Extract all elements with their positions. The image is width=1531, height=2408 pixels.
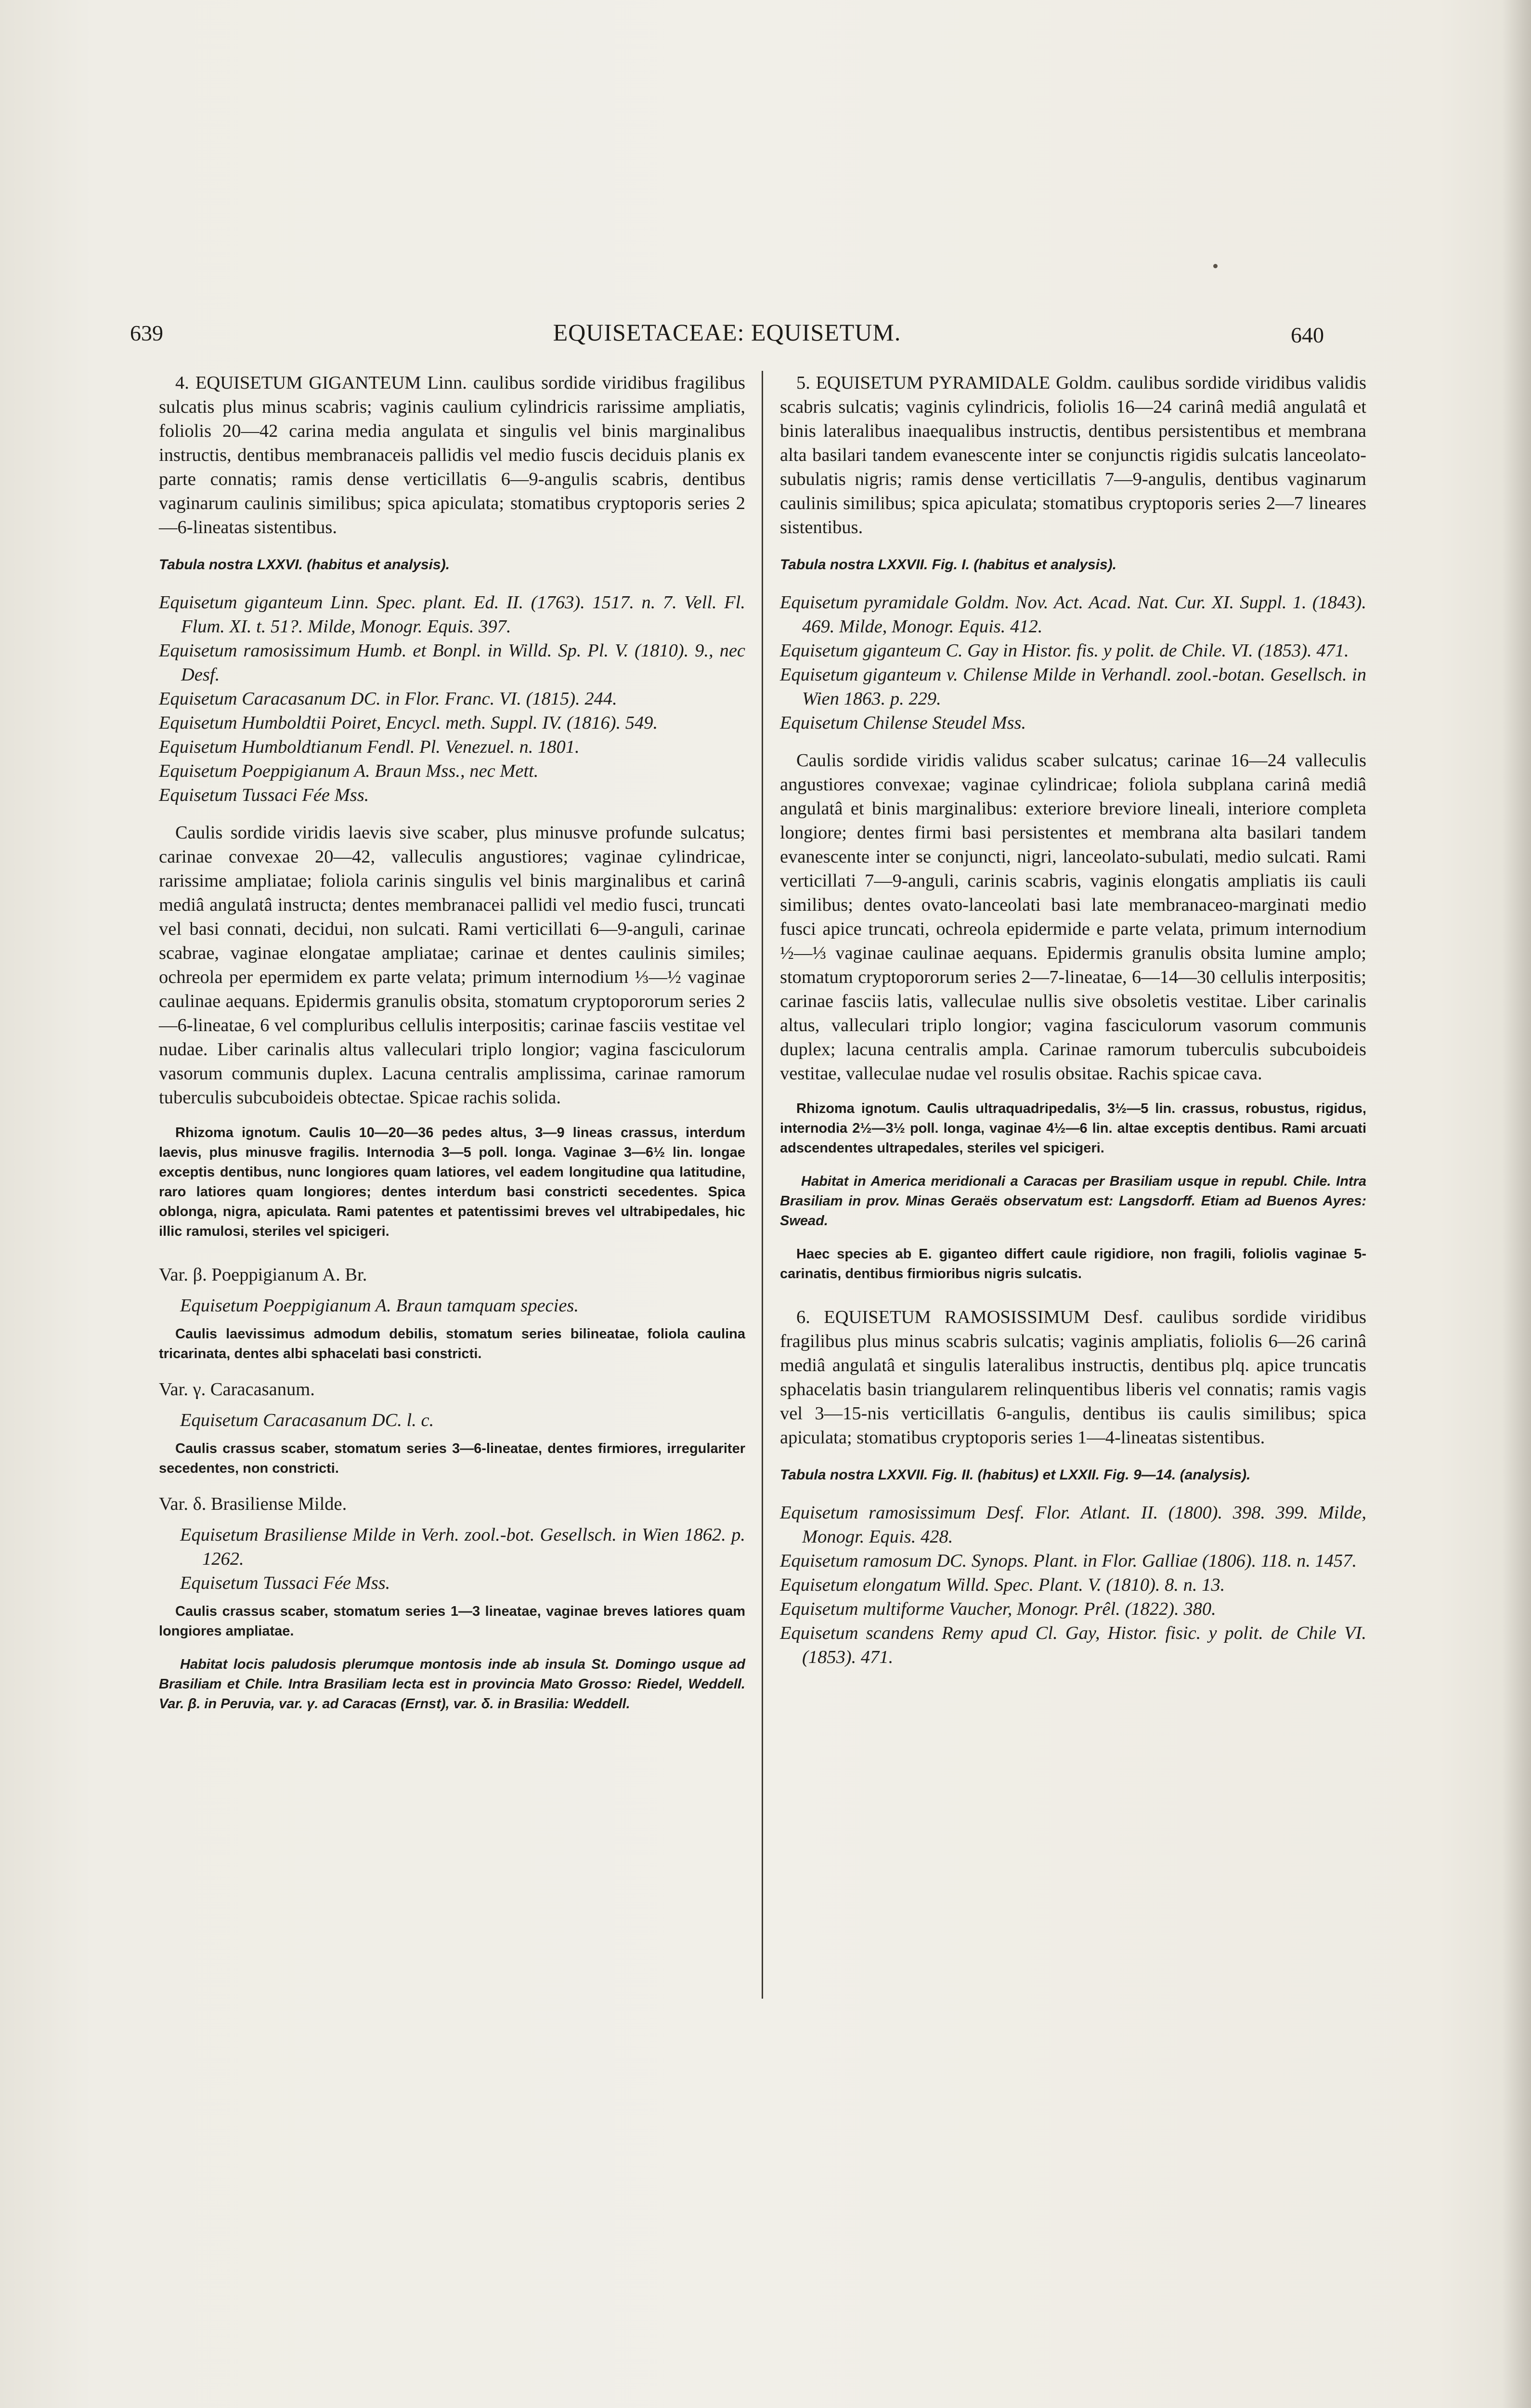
species-4-synonyms <box>159 590 745 807</box>
synonym: Equisetum Chilense Steudel Mss. <box>780 713 1026 733</box>
synonym: Equisetum giganteum Linn. Spec. plant. Ed. II. (1763). 1517. n. 7. Vell. Fl. Flum. XI. t. 51?. Milde, Monogr. Equis. 397. <box>159 592 745 637</box>
species-5-synonyms <box>780 590 1366 735</box>
column-divider <box>762 371 763 1999</box>
synonym: Equisetum Tussaci Fée Mss. <box>159 785 369 805</box>
species-4-description: Caulis sordide viridis laevis sive scaber, plus minusve profunde sulcatus; carinae convexae 20—42, valleculis angustiores; vaginae cylindricae, rarissime ampliatae; foliola carinis singulis vel binis marginalibus et carinâ mediâ angulatâ instructa; dentes membranacei pallidi vel medio fusci, truncati vel basi connati, decidui, non sulcati. Rami verticillati 6—9-anguli, carinae scabrae, vaginae elongatae ampliatae; carinae et dentes caulinis similes; ochreola per epermidem ex parte velata; primum internodium ⅓—½ vaginae caulinae aequans. Epidermis granulis obsita, stomatum cryptopororum series 2—6-lineatae, 6 vel compluribus cellulis interpositis; carinae fasciis vestitae vel nudae. Liber carinalis altus valleculari triplo longior; vagina fasciculorum vasorum communis duplex. Lacuna centralis amplissima, carinae ramorum tuberculis subcuboideis obtectae. Spicae rachis solida. <box>159 823 745 1108</box>
synonym: Equisetum Humboldtii Poiret, Encycl. meth. Suppl. IV. (1816). 549. <box>159 713 658 733</box>
page-edge-shadow <box>1502 0 1531 2408</box>
species-4-notes: Rhizoma ignotum. Caulis 10—20—36 pedes altus, 3—9 lineas crassus, interdum laevis, plus minusve fragilis. Internodia 3—5 poll. longa. Vaginae 3—6½ lin. longae exceptis dentibus, nunc longiores quam latiores, vel eadem longitudine qua latitudine, raro latiores quam longiores; dentes interdum basi constricti secedentes. Spica oblonga, nigra, apiculata. Rami patentes et patentissimi breves vel ultrabipedales, hic illic ramulosi, steriles vel spicigeri. <box>159 1125 745 1239</box>
species-5-notes: Rhizoma ignotum. Caulis ultraquadripedalis, 3½—5 lin. crassus, robustus, rigidus, internodia 2½—3½ poll. longa, vaginae 4½—6 lin. altae exceptis dentibus. Rami arcuati adscendentes ultrapedales, steriles vel spicigeri. <box>780 1101 1366 1156</box>
species-4-plate-reference: Tabula nostra LXXVI. (habitus et analysis). <box>159 557 450 573</box>
variety-delta-heading: Var. δ. Brasiliense Milde. <box>159 1494 347 1514</box>
variety-delta-synonym: Equisetum Brasiliense Milde in Verh. zool.-bot. Gesellsch. in Wien 1862. p. 1262. <box>180 1525 745 1569</box>
synonym: Equisetum Poeppigianum A. Braun Mss., nec Mett. <box>159 761 539 781</box>
variety-beta-notes: Caulis laevissimus admodum debilis, stomatum series bilineatae, foliola caulina tricarinata, dentes albi sphacelati basi constricti. <box>159 1326 745 1361</box>
page-number-left: 639 <box>130 321 163 345</box>
variety-gamma-notes: Caulis crassus scaber, stomatum series 3—6-lineatae, dentes firmiores, irregulariter secedentes, non constricti. <box>159 1441 745 1476</box>
species-5-diagnosis: 5. EQUISETUM PYRAMIDALE Goldm. caulibus sordide viridibus validis scabris sulcatis; vaginis cylindricis, foliolis 16—24 carinâ mediâ angulatâ et binis lateralibus inaequalibus instructis, dentibus persistentibus et membrana alta basilari tandem evanescente inter se conjunctis rigidis sulcatis lanceolato-subulatis nigris; ramis dense verticillatis 7—9-angulis, dentibus vaginarum caulinis similibus; spica apiculata; stomatibus cryptoporis series 2—7 lineares sistentibus. <box>780 373 1366 537</box>
page-number-right: 640 <box>1291 323 1324 347</box>
synonym: Equisetum Humboldtianum Fendl. Pl. Venezuel. n. 1801. <box>159 737 580 757</box>
synonym: Equisetum giganteum C. Gay in Histor. fis. y polit. de Chile. VI. (1853). 471. <box>780 641 1349 661</box>
right-column <box>780 371 1366 1669</box>
variety-gamma-heading: Var. γ. Caracasanum. <box>159 1379 315 1400</box>
variety-beta-heading: Var. β. Poeppigianum A. Br. <box>159 1265 367 1285</box>
species-4-diagnosis: 4. EQUISETUM GIGANTEUM Linn. caulibus sordide viridibus fragilibus sulcatis plus minus scabris; vaginis caulium cylindricis rarissime ampliatis, foliolis 20—42 carina media angulata et singulis vel binis marginalibus instructis, dentibus membranaceis pallidis vel medio fuscis deciduis planis ex parte connatis; ramis dense verticillatis 6—9-angulis scabris, dentibus vaginarum caulinis similibus; spica apiculata; stomatibus cryptoporis series 2—6-lineatas sistentibus. <box>159 373 745 537</box>
species-5-plate-reference: Tabula nostra LXXVII. Fig. I. (habitus et analysis). <box>780 557 1117 573</box>
synonym: Equisetum multiforme Vaucher, Monogr. Prêl. (1822). 380. <box>780 1599 1216 1619</box>
running-header <box>130 315 1324 354</box>
synonym: Equisetum ramosissimum Desf. Flor. Atlant. II. (1800). 398. 399. Milde, Monogr. Equis. 428. <box>780 1503 1366 1547</box>
variety-gamma-synonym: Equisetum Caracasanum DC. l. c. <box>180 1410 434 1430</box>
variety-delta-notes: Caulis crassus scaber, stomatum series 1—3 lineatae, vaginae breves latiores quam longiores ampliatae. <box>159 1604 745 1639</box>
synonym: Equisetum Caracasanum DC. in Flor. Franc. VI. (1815). 244. <box>159 689 617 709</box>
variety-beta-synonym: Equisetum Poeppigianum A. Braun tamquam species. <box>180 1296 579 1316</box>
species-6-synonyms <box>780 1501 1366 1669</box>
synonym: Equisetum ramosissimum Humb. et Bonpl. in Willd. Sp. Pl. V. (1810). 9., nec Desf. <box>159 641 745 685</box>
species-5-description: Caulis sordide viridis validus scaber sulcatus; carinae 16—24 valleculis angustiores convexae; vaginae cylindricae; foliola subplana carinâ mediâ angulatâ et binis marginalibus: exteriore breviore lineali, interiore completa longiore; dentes firmi basi persistentes et membrana alta basilari tandem evanescente inter se conjuncti, nigri, lanceolato-subulati, medio sulcati. Rami verticillati 7—9-anguli, carinis scabris, vaginis elongatis ampliatis iis cauli similibus; dentes ovato-lanceolati basi late membranaceo-marginati medio fusci apice truncati, ochreola epidermide e parte velata, primum internodium ½—⅓ vaginae caulinae aequans. Epidermis granulis obsita lumine amplo; stomatum cryptopororum series 2—7-lineatae, 6—14—30 cellulis interpositis; carinae fasciis latis, valleculae nullis sive obsoletis vestitae. Liber carinalis altus, valleculari triplo longior; vagina fasciculorum vasorum communis duplex; lacuna centralis ampla. Carinae ramorum tuberculis subcuboideis vestitae, valleculae nudae vel rosulis obsitae. Rachis spicae cava. <box>780 750 1366 1084</box>
synonym: Equisetum giganteum v. Chilense Milde in Verhandl. zool.-botan. Gesellsch. in Wien 1863. p. 229. <box>780 665 1366 709</box>
ink-speck <box>1213 264 1218 268</box>
left-column <box>159 371 745 1714</box>
synonym: Equisetum elongatum Willd. Spec. Plant. V. (1810). 8. n. 13. <box>780 1575 1225 1595</box>
synonym: Equisetum ramosum DC. Synops. Plant. in Flor. Galliae (1806). 118. n. 1457. <box>780 1551 1357 1571</box>
species-4-habitat: Habitat locis paludosis plerumque montosis inde ab insula St. Domingo usque ad Brasiliam et Chile. Intra Brasiliam lecta est in provincia Mato Grosso: Riedel, Weddell. Var. β. in Peruvia, var. γ. ad Caracas (Ernst), var. δ. in Brasilia: Weddell. <box>159 1657 745 1712</box>
species-5-habitat: Habitat in America meridionali a Caracas per Brasiliam usque in republ. Chile. Intra Brasiliam in prov. Minas Geraës observatum est: Langsdorff. Etiam ad Buenos Ayres: Swead. <box>780 1174 1366 1229</box>
variety-delta-synonym: Equisetum Tussaci Fée Mss. <box>180 1573 390 1593</box>
synonym: Equisetum scandens Remy apud Cl. Gay, Histor. fisic. y polit. de Chile VI. (1853). 471. <box>780 1623 1366 1667</box>
running-title: EQUISETACEAE: EQUISETUM. <box>553 319 901 346</box>
species-5-remark: Haec species ab E. giganteo differt caule rigidiore, non fragili, foliolis vaginae 5-carinatis, dentibus firmioribus nigris sulcatis. <box>780 1246 1366 1282</box>
synonym: Equisetum pyramidale Goldm. Nov. Act. Acad. Nat. Cur. XI. Suppl. 1. (1843). 469. Milde, Monogr. Equis. 412. <box>780 592 1366 637</box>
species-6-plate-reference: Tabula nostra LXXVII. Fig. II. (habitus) et LXXII. Fig. 9—14. (analysis). <box>780 1467 1251 1483</box>
species-6-diagnosis: 6. EQUISETUM RAMOSISSIMUM Desf. caulibus sordide viridibus fragilibus plus minus scabris sulcatis; vaginis ampliatis, foliolis 6—26 carinâ mediâ angulatâ et singulis lateralibus instructis, dentibus plq. apice truncatis sphacelatis basin triangularem relinquentibus liberis vel connatis; ramis vagis vel 3—15-nis verticillatis 6-angulis, dentibus iis caulis similibus; spica apiculata; stomatibus cryptoporis series 1—4-lineatas sistentibus. <box>780 1307 1366 1448</box>
